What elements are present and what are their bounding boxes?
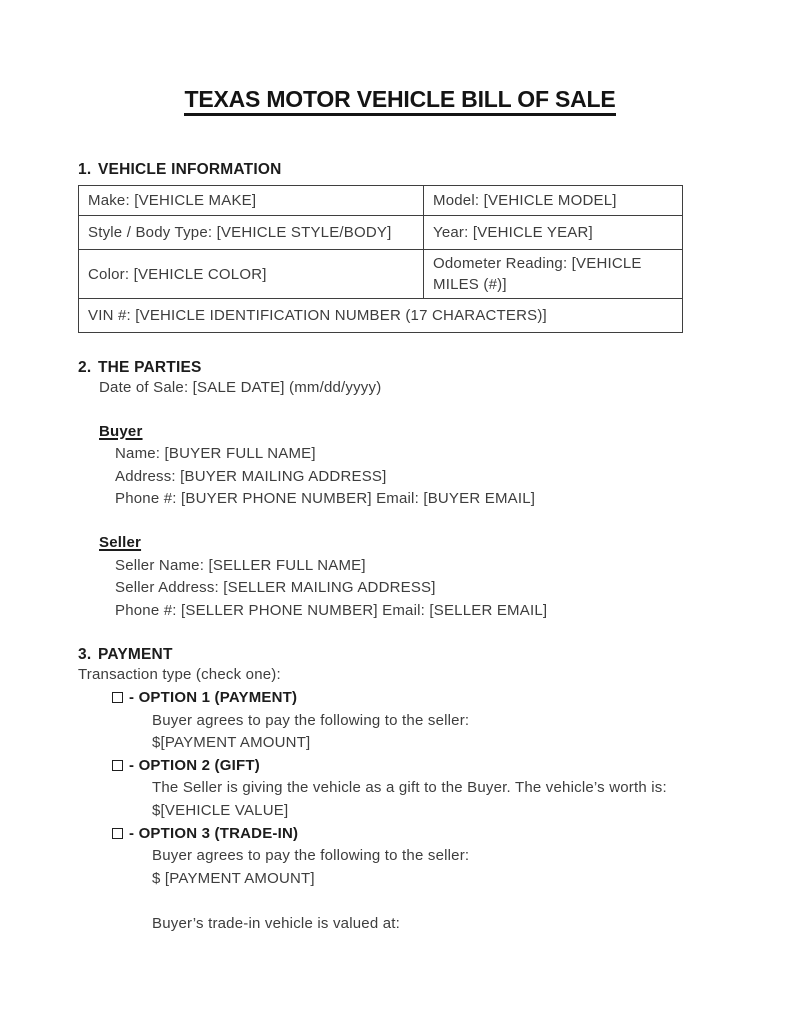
seller-name-line: Seller Name: [SELLER FULL NAME] xyxy=(115,556,366,574)
section-number: 3. xyxy=(78,646,92,664)
option-3-amount: $ [PAYMENT AMOUNT] xyxy=(152,869,315,887)
vin-cell: VIN #: [VEHICLE IDENTIFICATION NUMBER (17 CHARACTERS)] xyxy=(79,299,683,333)
table-row xyxy=(79,250,683,299)
document-title-text: TEXAS MOTOR VEHICLE BILL OF SALE xyxy=(184,86,615,116)
year-cell: Year: [VEHICLE YEAR] xyxy=(424,216,683,250)
section-title: PAYMENT xyxy=(98,646,173,664)
vehicle-information-table xyxy=(78,185,683,333)
buyer-phone-email-line: Phone #: [BUYER PHONE NUMBER] Email: [BUYER EMAIL] xyxy=(115,490,536,508)
option-1-label: - OPTION 1 (PAYMENT) xyxy=(129,688,298,706)
seller-phone-email-line: Phone #: [SELLER PHONE NUMBER] Email: [SELLER EMAIL] xyxy=(115,601,548,619)
table-row xyxy=(79,299,683,333)
style-body-cell: Style / Body Type: [VEHICLE STYLE/BODY] xyxy=(79,216,424,250)
odometer-cell: Odometer Reading: [VEHICLE MILES (#)] xyxy=(424,250,683,299)
option-2-description: The Seller is giving the vehicle as a gift to the Buyer. The vehicle’s worth is: xyxy=(152,779,667,797)
buyer-name-line: Name: [BUYER FULL NAME] xyxy=(115,445,316,463)
option-3-label: - OPTION 3 (TRADE-IN) xyxy=(129,824,299,842)
section-title: VEHICLE INFORMATION xyxy=(98,161,282,178)
option-1-row xyxy=(112,687,722,710)
section-title: THE PARTIES xyxy=(98,359,202,376)
option-3-row xyxy=(112,823,722,846)
transaction-type-line: Transaction type (check one): xyxy=(78,666,281,684)
seller-subheading: Seller xyxy=(99,533,142,551)
option-2-checkbox-icon[interactable] xyxy=(112,760,123,771)
table-row xyxy=(79,186,683,216)
option-1-amount: $[PAYMENT AMOUNT] xyxy=(152,734,311,752)
option-2-row xyxy=(112,755,722,778)
section-number: 2. xyxy=(78,359,92,376)
color-cell: Color: [VEHICLE COLOR] xyxy=(79,250,424,299)
option-2-amount: $[VEHICLE VALUE] xyxy=(152,801,289,819)
seller-address-line: Seller Address: [SELLER MAILING ADDRESS] xyxy=(115,579,436,597)
model-cell: Model: [VEHICLE MODEL] xyxy=(424,186,683,216)
table-row xyxy=(79,216,683,250)
section-heading-the-parties xyxy=(78,359,722,377)
option-1-checkbox-icon[interactable] xyxy=(112,692,123,703)
buyer-subheading: Buyer xyxy=(99,422,143,440)
section-number: 1. xyxy=(78,161,92,178)
option-3-description: Buyer agrees to pay the following to the seller: xyxy=(152,847,470,865)
section-heading-vehicle-information xyxy=(78,161,722,179)
section-heading-payment xyxy=(78,646,722,664)
option-2-label: - OPTION 2 (GIFT) xyxy=(129,756,260,774)
buyer-address-line: Address: [BUYER MAILING ADDRESS] xyxy=(115,467,387,485)
option-3-checkbox-icon[interactable] xyxy=(112,828,123,839)
document-title xyxy=(78,86,722,113)
date-of-sale-line: Date of Sale: [SALE DATE] (mm/dd/yyyy) xyxy=(99,379,382,396)
option-1-description: Buyer agrees to pay the following to the seller: xyxy=(152,711,470,729)
option-3-tradein-value-line: Buyer’s trade-in vehicle is valued at: xyxy=(152,914,401,932)
make-cell: Make: [VEHICLE MAKE] xyxy=(79,186,424,216)
